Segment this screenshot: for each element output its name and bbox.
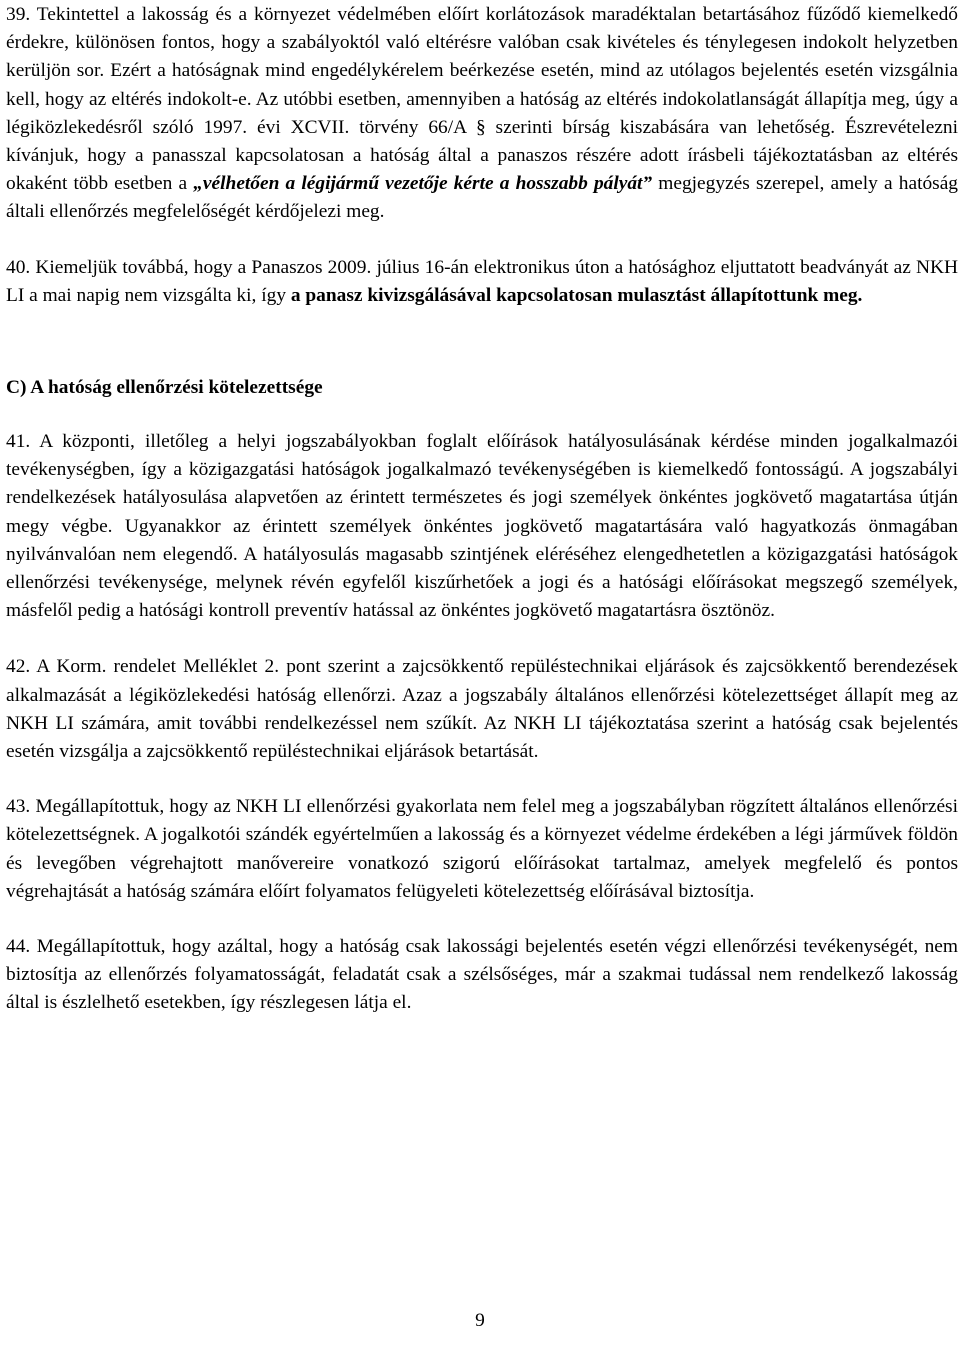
paragraph-39-quote: „vélhetően a légijármű vezetője kérte a hosszabb pályát”: [193, 173, 653, 195]
paragraph-40-text: 40. Kiemeljük továbbá, hogy a Panaszos 2009. július 16-án elektronikus úton a hatósághoz eljuttatott beadványát az NKH LI a mai napig nem vizsgálta ki, így: [6, 256, 958, 306]
paragraph-39-text-a: 39. Tekintettel a lakosság és a környezet védelmében előírt korlátozások maradéktalan betartásához fűződő kiemelkedő érdekre, különösen fontos, hogy a szabályoktól való eltérésre valóban csak kivételes és ténylegesen indokolt helyzetben kerüljön sor. Ezért a hatóságnak mind engedélykérelem beérkezése esetén, mind az utólagos bejelentés esetén vizsgálnia kell, hogy az eltérés indokolt-e. Az utóbbi esetben, amennyiben a hatóság az eltérés indokolatlanságát állapítja meg, úgy a légiközlekedésről szóló 1997. évi XCVII. törvény 66/A § szerinti bírság kiszabására van lehetőség. Észrevételezni kívánjuk, hogy a panasszal kapcsolatosan a hatóság által a panaszos részére adott írásbeli tájékoztatásban az eltérés okaként több esetben a: [6, 4, 958, 195]
section-heading-c: C) A hatóság ellenőrzési kötelezettsége: [6, 377, 323, 399]
paragraph-40-emphasis: a panasz kivizsgálásával kapcsolatosan mulasztást állapítottunk meg.: [290, 284, 863, 306]
paragraph-41: 41. A központi, illetőleg a helyi jogszabályokban foglalt előírások hatályosulásának kérdése minden jogalkalmazói tevékenységben, így a közigazgatási hatóságok jogalkalmazó tevékenységében is kiemelkedő fontosságú. A jogszabályi rendelkezések hatályosulása alapvetően az érintett természetes és jogi személyek önkéntes jogkövető magatartása útján megy végbe. Ugyanakkor az érintett személyek önkéntes jogkövető magatartására való hagyatkozás önmagában nyilvánvalóan nem elegendő. A hatályosulás magasabb szintjének eléréséhez elengedhetetlen a közigazgatási hatóságok ellenőrzési tevékenysége, melynek révén egyfelől kiszűrhetőek a jogi és a hatósági előírásokat megszegő személyek, másfelől pedig a hatósági kontroll preventív hatással az önkéntes jogkövető magatartásra ösztönöz.: [6, 431, 958, 622]
paragraph-39-text-b: megjegyzés szerepel, amely a hatóság általi ellenőrzés megfelelőségét kérdőjelezi meg.: [6, 173, 958, 223]
paragraph-40: [6, 254, 958, 310]
document-page: [6, 0, 958, 1018]
paragraph-44: 44. Megállapítottuk, hogy azáltal, hogy a hatóság csak lakossági bejelentés esetén végzi ellenőrzési tevékenységét, nem biztosítja az ellenőrzés folyamatosságát, feladatát csak a szélsőséges, már a szakmai tudással nem rendelkező lakosság által is észlelhető esetekben, így részlegesen látja el.: [6, 936, 958, 1014]
paragraph-43: 43. Megállapítottuk, hogy az NKH LI ellenőrzési gyakorlata nem felel meg a jogszabályban rögzített általános ellenőrzési kötelezettségnek. A jogalkotói szándék egyértelműen a lakosság és a környezet védelme érdekében a légi járművek földön és levegőben végrehajtott manővereire vonatkozó szigorú előírásokat tartalmaz, amelyek megfelelő és pontos végrehajtását a hatóság számára előírt folyamatos felügyeleti kötelezettség előírásával biztosítja.: [6, 796, 958, 902]
paragraph-42: 42. A Korm. rendelet Melléklet 2. pont szerint a zajcsökkentő repüléstechnikai eljárások és zajcsökkentő berendezések alkalmazását a légiközlekedési hatóság ellenőrzi. Azaz a jogszabály általános ellenőrzési kötelezettséget állapít meg az NKH LI számára, amit további rendelkezéssel nem szűkít. Az NKH LI tájékoztatása szerint a hatóság csak bejelentés esetén vizsgálja a zajcsökkentő repüléstechnikai eljárások betartását.: [6, 656, 958, 763]
paragraph-39: [6, 1, 958, 227]
page-number: 9: [475, 1310, 485, 1331]
